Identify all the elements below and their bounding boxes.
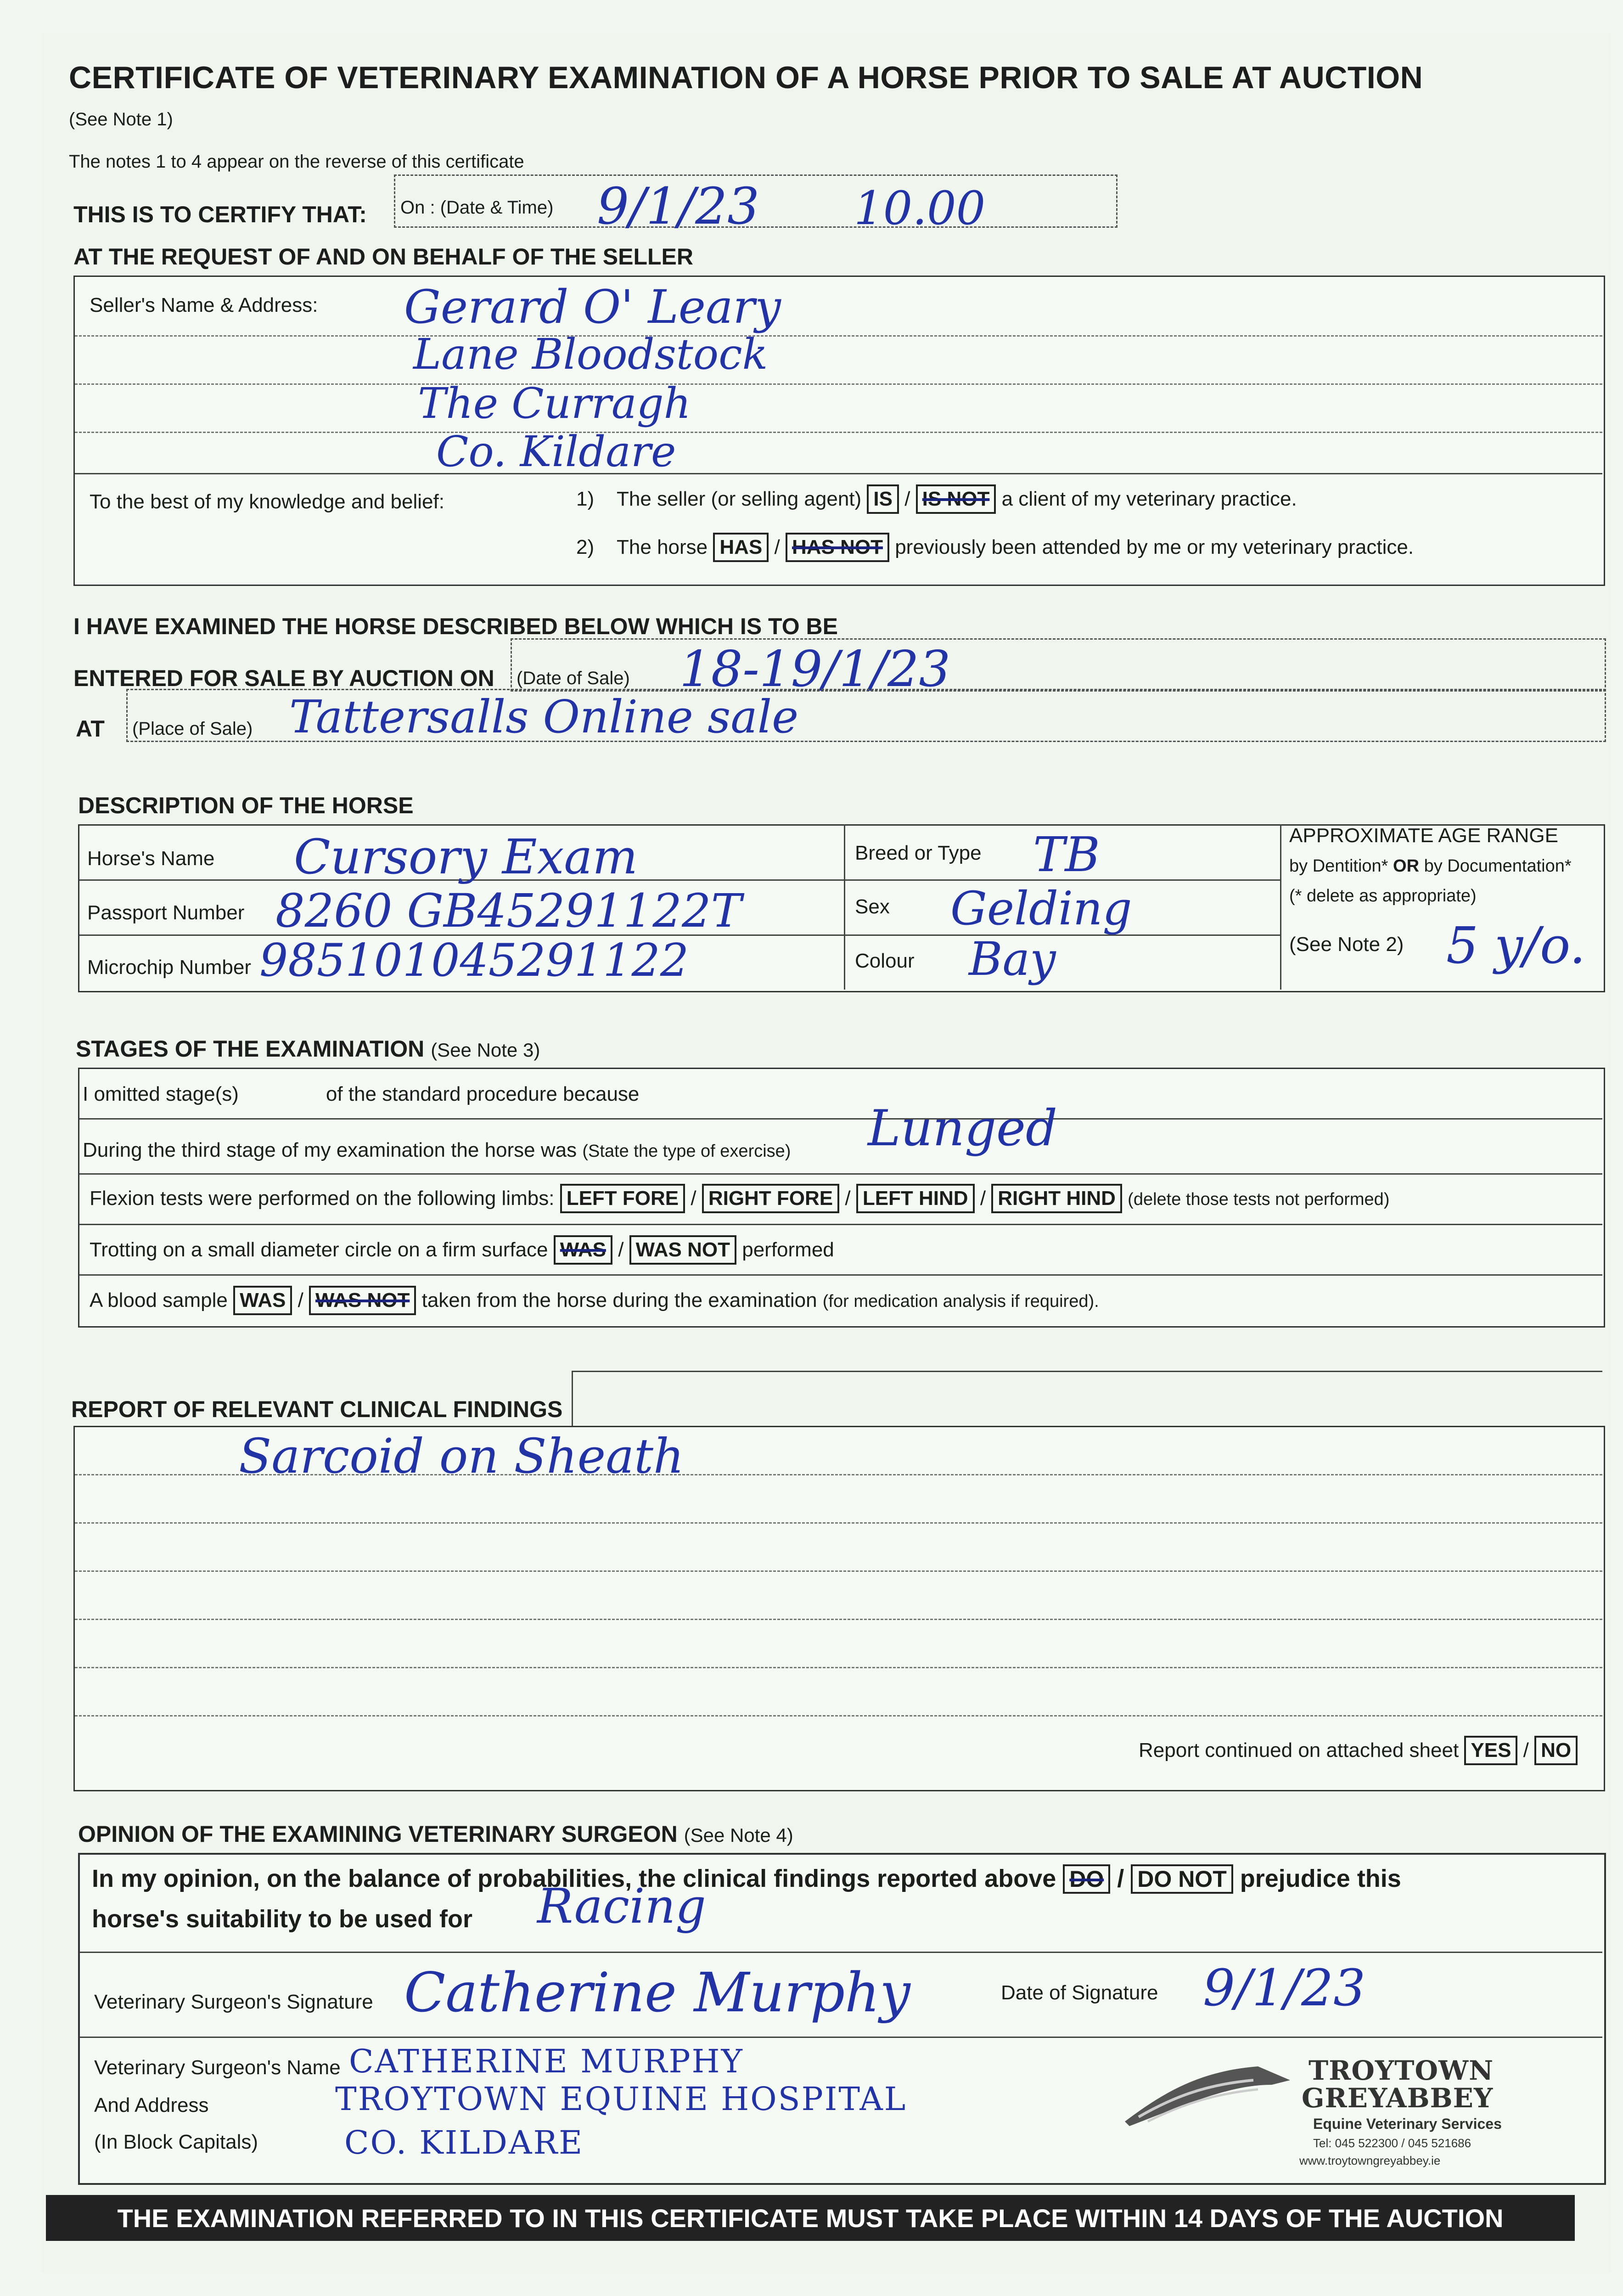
at-label: AT [76,716,105,742]
date-signature-label: Date of Signature [1001,1981,1158,2004]
do-option[interactable]: DO [1063,1864,1110,1894]
seller-label: Seller's Name & Address: [90,294,318,316]
certify-label: THIS IS TO CERTIFY THAT: [73,202,367,227]
do-not-option[interactable]: DO NOT [1131,1864,1233,1894]
signature-label: Veterinary Surgeon's Signature [94,1991,373,2013]
findings-heading: REPORT OF RELEVANT CLINICAL FINDINGS [71,1396,563,1422]
limb-left-hind[interactable]: LEFT HIND [856,1184,975,1213]
vet-address-line-2: CO. KILDARE [344,2124,584,2161]
date-of-signature: 9/1/23 [1203,1958,1366,2017]
statement-1: 1) The seller (or selling agent) IS / IS NOT a client of my veterinary practice. [576,484,1297,514]
has-option[interactable]: HAS [713,533,769,562]
sale-date-label: (Date of Sale) [517,668,630,688]
passport-number: 8260 GB45291122T [275,884,742,938]
sale-place-label: (Place of Sale) [132,719,253,739]
request-label: AT THE REQUEST OF AND ON BEHALF OF THE SELLER [73,244,693,270]
seller-line-4: Co. Kildare [436,427,676,476]
third-stage: During the third stage of my examination the horse was (State the type of exercise) [83,1139,791,1161]
horse-logo-icon [1120,2053,1295,2131]
limb-left-fore[interactable]: LEFT FORE [560,1184,685,1213]
trotting-row: Trotting on a small diameter circle on a firm surface WAS / WAS NOT performed [90,1235,834,1265]
sale-place: Tattersalls Online sale [289,691,799,743]
block-capitals-label: (In Block Capitals) [94,2131,258,2153]
age-method: by Dentition* OR by Documentation* [1289,856,1572,876]
stamp-name-1: TROYTOWN [1309,2055,1494,2086]
colour-label: Colour [855,950,915,972]
exam-time: 10.00 [854,181,986,235]
seller-line-2: Lane Bloodstock [413,330,768,379]
omitted-stages: I omitted stage(s) of the standard procedure because [83,1083,640,1105]
opinion-heading: OPINION OF THE EXAMINING VETERINARY SURGEON (See Note 4) [78,1821,793,1847]
entered-label: ENTERED FOR SALE BY AUCTION ON [73,665,494,691]
seller-line-1: Gerard O' Leary [404,280,781,334]
age-value: 5 y/o. [1446,916,1586,975]
trot-was-option[interactable]: WAS [554,1235,612,1265]
breed-label: Breed or Type [855,842,982,864]
passport-label: Passport Number [87,901,245,924]
blood-sample-row: A blood sample WAS / WAS NOT taken from the horse during the examination (for medication analysis if required). [90,1286,1099,1315]
vet-name: CATHERINE MURPHY [349,2043,744,2080]
microchip-label: Microchip Number [87,956,251,979]
vet-address-line-1: TROYTOWN EQUINE HOSPITAL [335,2080,907,2118]
age-see-note: (See Note 2) [1289,933,1404,956]
trot-was-not-option[interactable]: WAS NOT [629,1235,736,1265]
is-not-option[interactable]: IS NOT [916,484,996,514]
age-heading: APPROXIMATE AGE RANGE [1289,824,1558,847]
continued-no-option[interactable]: NO [1534,1736,1578,1765]
colour: Bay [969,932,1056,986]
examined-heading: I HAVE EXAMINED THE HORSE DESCRIBED BELOW WHICH IS TO BE [73,613,838,639]
opinion-line-1: In my opinion, on the balance of probabilities, the clinical findings reported above DO / DO NOT prejudice this [92,1864,1401,1894]
blood-was-option[interactable]: WAS [233,1286,292,1315]
sale-date: 18-19/1/23 [680,641,951,698]
stamp-tagline: Equine Veterinary Services [1313,2116,1502,2132]
horse-name: Cursory Exam [294,829,638,885]
sex: Gelding [950,882,1132,935]
is-option[interactable]: IS [867,484,899,514]
report-continued: Report continued on attached sheet YES / NO [1139,1736,1578,1765]
stamp-tel: Tel: 045 522300 / 045 521686 [1313,2136,1471,2150]
limb-right-hind[interactable]: RIGHT HIND [991,1184,1122,1213]
certificate-title: CERTIFICATE OF VETERINARY EXAMINATION OF A HORSE PRIOR TO SALE AT AUCTION [69,60,1423,95]
stamp-name-2: GREYABBEY [1302,2082,1494,2114]
vet-address-label: And Address [94,2094,209,2116]
stages-heading: STAGES OF THE EXAMINATION (See Note 3) [76,1036,540,1062]
findings-text: Sarcoid on Sheath [239,1428,684,1484]
sex-label: Sex [855,895,890,918]
has-not-option[interactable]: HAS NOT [786,533,889,562]
exercise-type: Lunged [868,1100,1058,1157]
breed: TB [1033,827,1100,883]
statement-2: 2) The horse HAS / HAS NOT previously been attended by me or my veterinary practice. [576,533,1414,562]
intended-use: Racing [537,1878,706,1934]
exam-date: 9/1/23 [597,177,760,236]
horse-name-label: Horse's Name [87,847,215,870]
description-heading: DESCRIPTION OF THE HORSE [78,793,414,818]
age-delete-note: (* delete as appropriate) [1289,886,1477,906]
see-note-1: (See Note 1) [69,109,173,129]
vet-name-label: Veterinary Surgeon's Name [94,2056,341,2079]
blood-was-not-option[interactable]: WAS NOT [309,1286,416,1315]
flexion-tests: Flexion tests were performed on the following limbs: LEFT FORE / RIGHT FORE / LEFT HIND / RIGHT HIND (delete those tests not performed) [90,1184,1389,1213]
continued-yes-option[interactable]: YES [1464,1736,1517,1765]
vet-signature: Catherine Murphy [404,1961,910,2024]
opinion-line-2: horse's suitability to be used for [92,1905,472,1933]
limb-right-fore[interactable]: RIGHT FORE [702,1184,839,1213]
belief-label: To the best of my knowledge and belief: [90,490,444,513]
date-time-label: On : (Date & Time) [400,197,554,218]
notes-line: The notes 1 to 4 appear on the reverse of this certificate [69,152,524,172]
seller-line-3: The Curragh [418,379,691,428]
sale-date-field[interactable] [511,638,1606,692]
microchip-number: 985101045291122 [259,934,689,987]
footer-banner: THE EXAMINATION REFERRED TO IN THIS CERTIFICATE MUST TAKE PLACE WITHIN 14 DAYS OF THE AUCTION [46,2195,1575,2241]
stamp-web: www.troytowngreyabbey.ie [1299,2154,1441,2167]
